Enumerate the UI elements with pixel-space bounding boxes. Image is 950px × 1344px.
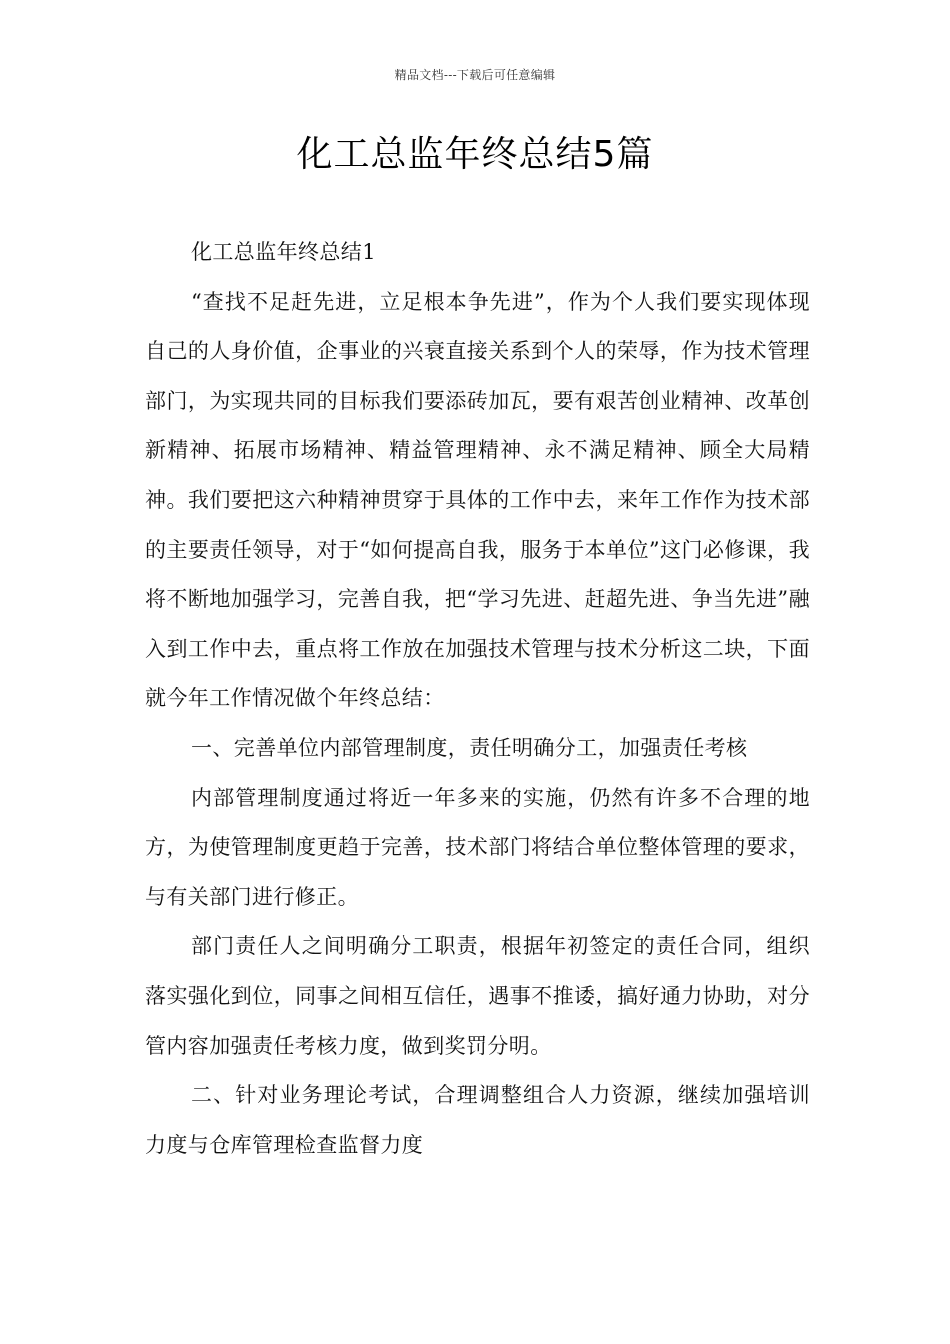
header-note: 精品文档---下载后可任意编辑: [394, 68, 556, 82]
section-heading: 一、完善单位内部管理制度，责任明确分工，加强责任考核: [191, 735, 748, 760]
document-title: 化工总监年终总结5篇: [296, 134, 654, 175]
document-body: [145, 228, 810, 1170]
paragraph: 内部管理制度通过将近一年多来的实施，仍然有许多不合理的地方，为使管理制度更趋于完善，技术部门将结合单位整体管理的要求，与有关部门进行修正。: [145, 785, 810, 909]
paragraph: 部门责任人之间明确分工职责，根据年初签定的责任合同，组织落实强化到位，同事之间相互信任，遇事不推诿，搞好通力协助，对分管内容加强责任考核力度，做到奖罚分明。: [145, 934, 810, 1058]
paragraph: “查找不足赶先进，立足根本争先进”，作为个人我们要实现体现自己的人身价值，企事业的兴衰直接关系到个人的荣辱，作为技术管理部门，为实现共同的目标我们要添砖加瓦，要有艰苦创业精神、改革创新精神、拓展市场精神、精益管理精神、永不满足精神、顾全大局精神。我们要把这六种精神贯穿于具体的工作中去，来年工作作为技术部的主要责任领导，对于“如何提高自我，服务于本单位”这门必修课，我将不断地加强学习，完善自我，把“学习先进、赶超先进、争当先进”融入到工作中去，重点将工作放在加强技术管理与技术分析这二块，下面就今年工作情况做个年终总结：: [145, 289, 810, 711]
section-heading: 化工总监年终总结1: [191, 240, 376, 264]
section-heading: 二、针对业务理论考试，合理调整组合人力资源，继续加强培训力度与仓库管理检查监督力度: [145, 1083, 810, 1157]
